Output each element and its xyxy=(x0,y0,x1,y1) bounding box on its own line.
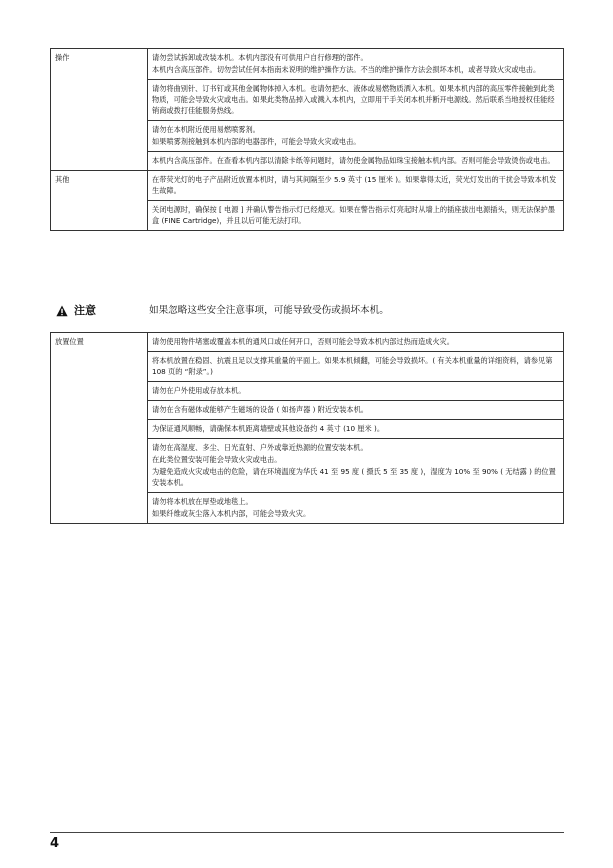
description-cell xyxy=(148,420,564,439)
description-cell xyxy=(148,493,564,524)
description-paragraph: 请勿在本机附近使用易燃喷雾剂。 xyxy=(152,125,260,134)
description-cell xyxy=(148,171,564,201)
caution-header xyxy=(50,302,564,322)
table-row xyxy=(51,333,564,352)
description-paragraph: 如果纤维或灰尘落入本机内部，可能会导致火灾。 xyxy=(152,509,311,518)
description-paragraph: 在此类位置安装可能会导致火灾或电击。 xyxy=(152,455,282,464)
description-paragraph: 请勿在含有磁体或能够产生磁场的设备 ( 如扬声器 ) 附近安装本机。 xyxy=(152,405,368,414)
description-cell xyxy=(148,401,564,420)
warning-triangle-icon xyxy=(56,305,68,317)
description-cell xyxy=(148,80,564,121)
description-cell xyxy=(148,49,564,80)
description-paragraph: 请勿使用物件堵塞或覆盖本机的通风口或任何开口，否则可能会导致本机内部过热而造成火灾。 xyxy=(152,337,454,346)
table-row xyxy=(51,49,564,80)
description-paragraph: 为保证通风顺畅，请确保本机距离墙壁或其他设备约 4 英寸 (10 厘米 )。 xyxy=(152,424,385,433)
description-paragraph: 请勿将曲别针、订书钉或其他金属物体掉入本机。也请勿把水、液体或易燃物质洒入本机。如果本机内部的高压零件接触到此类物质，可能会导致火灾或电击。如果此类物品掉入或溅入本机内，立即用干手关闭本机并断开电源线。然后联系当地授权佳能经销商或拨打佳能服务热线。 xyxy=(152,84,555,115)
description-paragraph: 如果喷雾剂接触到本机内部的电器部件，可能会导致火灾或电击。 xyxy=(152,137,361,146)
description-paragraph: 将本机放置在稳固、抗震且足以支撑其重量的平面上。如果本机倾翻，可能会导致损坏。( 有关本机重量的详细资料，请参见第 108 页的 “附录”。) xyxy=(152,356,553,376)
description-cell xyxy=(148,352,564,382)
description-paragraph: 请勿在户外使用或存放本机。 xyxy=(152,386,246,395)
caution-title: 注意 xyxy=(74,304,96,317)
description-paragraph: 请勿在高湿度、多尘、日光直射、户外或靠近热源的位置安装本机。 xyxy=(152,443,368,452)
table-row xyxy=(51,171,564,201)
description-cell xyxy=(148,201,564,231)
description-paragraph: 在带荧光灯的电子产品附近放置本机时，请与其间隔至少 5.9 英寸 (15 厘米 )。如果靠得太近，荧光灯发出的干扰会导致本机发生故障。 xyxy=(152,175,557,195)
description-cell xyxy=(148,333,564,352)
description-paragraph: 请勿将本机放在厚垫或地毯上。 xyxy=(152,497,253,506)
description-cell xyxy=(148,152,564,171)
footer-rule xyxy=(50,832,564,833)
description-paragraph: 本机内含高压部件。在查看本机内部以清除卡纸等问题时，请勿使金属物品如珠宝接触本机内部。否则可能会导致烫伤或电击。 xyxy=(152,156,555,165)
description-cell xyxy=(148,121,564,152)
description-cell xyxy=(148,382,564,401)
category-cell: 其他 xyxy=(51,171,148,231)
description-paragraph: 为避免造成火灾或电击的危险，请在环境温度为华氏 41 至 95 度 ( 摄氏 5 至 35 度 )，湿度为 10% 至 90% ( 无结露 ) 的位置安装本机。 xyxy=(152,467,556,487)
description-cell xyxy=(148,439,564,493)
safety-table-caution xyxy=(50,332,564,524)
description-paragraph: 关闭电源时，确保按 [ 电源 ] 并确认警告指示灯已经熄灭。如果在警告指示灯亮起时从墙上的插座拔出电源插头，则无法保护墨盒 (FINE Cartridge)，并且以后可能无法打印。 xyxy=(152,205,555,225)
category-cell: 操作 xyxy=(51,49,148,171)
description-paragraph: 请勿尝试拆卸或改装本机。本机内部没有可供用户自行修理的部件。 xyxy=(152,53,368,62)
page-number: 4 xyxy=(50,836,60,851)
safety-table-warning xyxy=(50,48,564,231)
caution-description: 如果忽略这些安全注意事项，可能导致受伤或损坏本机。 xyxy=(149,305,389,316)
description-paragraph: 本机内含高压部件。切勿尝试任何本指南未说明的维护操作方法。不当的维护操作方法会损坏本机，或者导致火灾或电击。 xyxy=(152,65,541,74)
category-cell: 放置位置 xyxy=(51,333,148,524)
